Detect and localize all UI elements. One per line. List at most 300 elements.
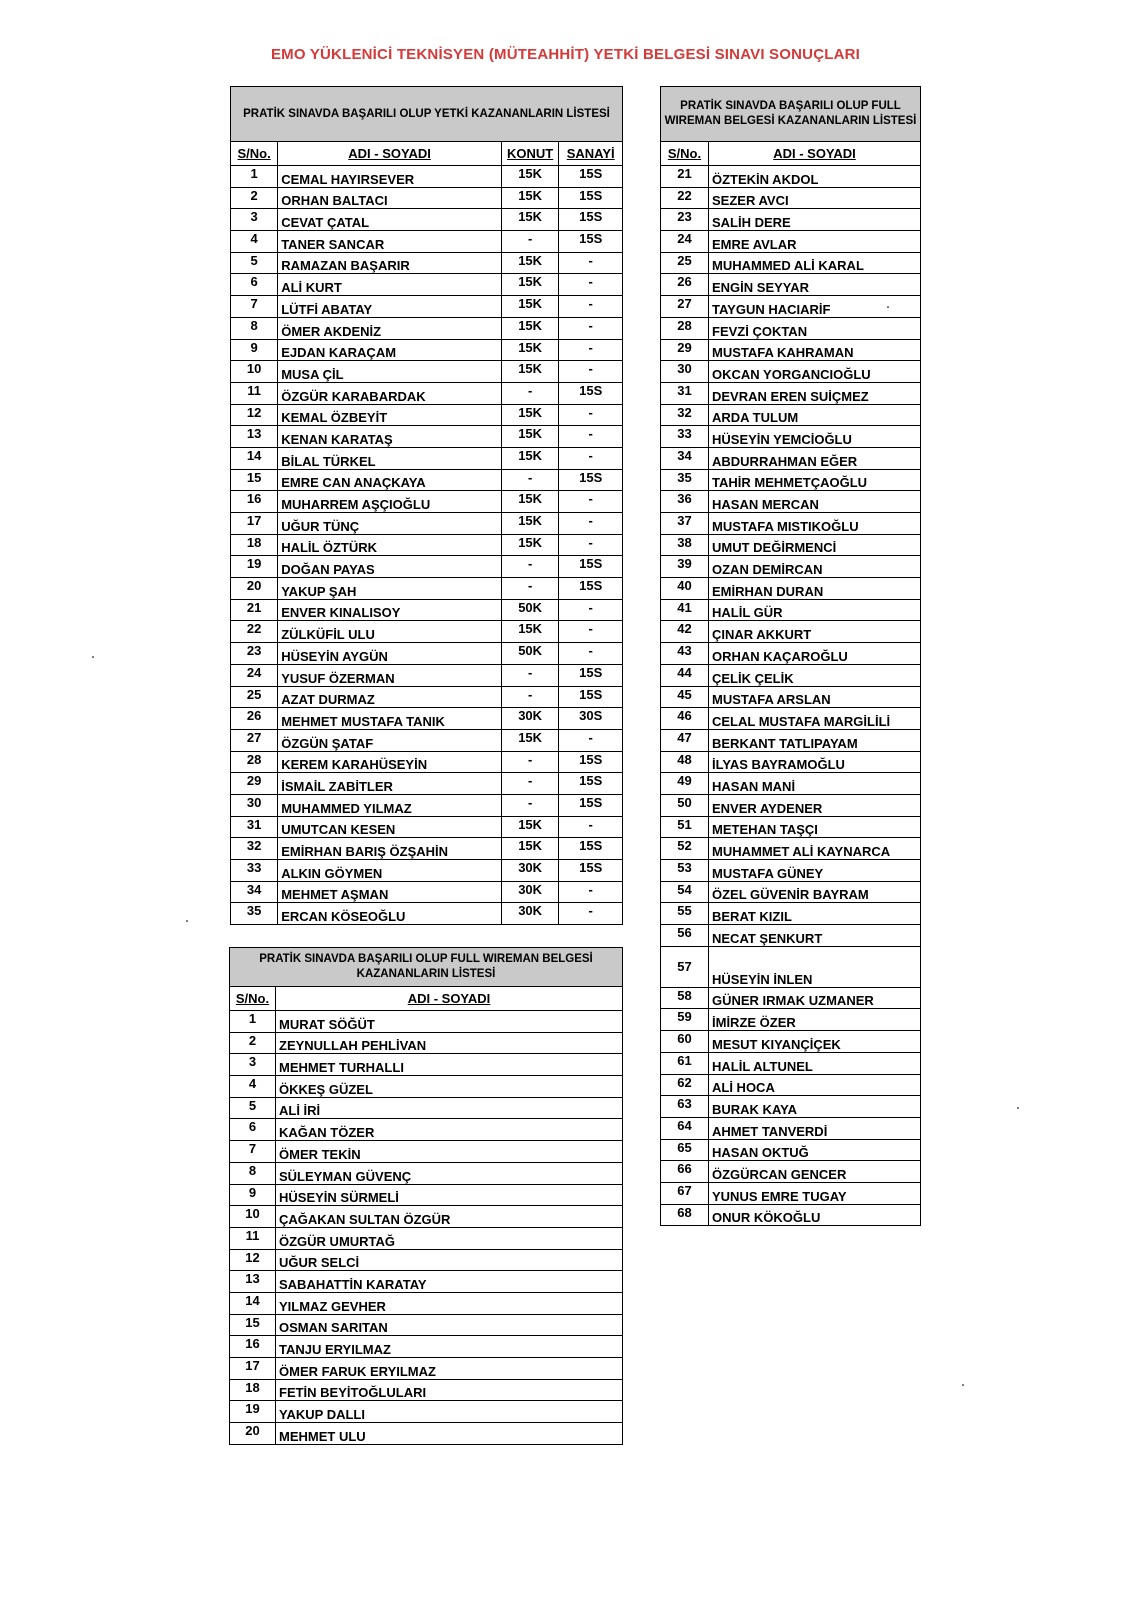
person-name: HASAN MANİ [709, 773, 921, 795]
table-row [661, 339, 921, 361]
sanayi-value: 15S [559, 231, 623, 253]
sanayi-value: - [559, 361, 623, 383]
row-number: 39 [661, 556, 709, 578]
konut-value: 15K [501, 534, 558, 556]
konut-value: 15K [501, 166, 558, 188]
sanayi-value: - [559, 491, 623, 513]
table-row [661, 469, 921, 491]
row-number: 22 [231, 621, 278, 643]
row-number: 18 [230, 1379, 276, 1401]
person-name: KAĞAN TÖZER [276, 1119, 623, 1141]
person-name: ENGİN SEYYAR [709, 274, 921, 296]
row-number: 38 [661, 534, 709, 556]
table-row [231, 404, 623, 426]
person-name: RAMAZAN BAŞARIR [278, 252, 502, 274]
row-number: 27 [661, 296, 709, 318]
table-row [661, 274, 921, 296]
row-number: 26 [661, 274, 709, 296]
row-number: 3 [230, 1054, 276, 1076]
table-row [231, 838, 623, 860]
person-name: İSMAİL ZABİTLER [278, 773, 502, 795]
row-number: 8 [230, 1162, 276, 1184]
table-row [661, 794, 921, 816]
konut-value: 15K [501, 339, 558, 361]
sanayi-value: - [559, 274, 623, 296]
person-name: ALİ İRİ [276, 1097, 623, 1119]
person-name: METEHAN TAŞÇI [709, 816, 921, 838]
table-row [230, 1292, 623, 1314]
person-name: BERKANT TATLIPAYAM [709, 729, 921, 751]
table-row [231, 794, 623, 816]
sanayi-value: - [559, 729, 623, 751]
row-number: 16 [230, 1336, 276, 1358]
person-name: EMİRHAN DURAN [709, 578, 921, 600]
table-row [661, 1139, 921, 1161]
col-header-no: S/No. [230, 987, 276, 1011]
table-row [661, 987, 921, 1009]
scan-speck [92, 656, 94, 658]
person-name: MUSTAFA GÜNEY [709, 860, 921, 882]
table-row [230, 1032, 623, 1054]
person-name: LÜTFİ ABATAY [278, 296, 502, 318]
person-name: UMUTCAN KESEN [278, 816, 502, 838]
table-row [661, 599, 921, 621]
konut-value: 30K [501, 903, 558, 925]
sanayi-value: - [559, 404, 623, 426]
sanayi-value: 15S [559, 860, 623, 882]
person-name: ÖZGÜR KARABARDAK [278, 382, 502, 404]
table-row [230, 1097, 623, 1119]
table-row [230, 1271, 623, 1293]
person-name: ARDA TULUM [709, 404, 921, 426]
person-name: TAYGUN HACIARİF [709, 296, 921, 318]
col-header-no: S/No. [661, 142, 709, 166]
person-name: ÖZGÜN ŞATAF [278, 729, 502, 751]
scan-speck [962, 1384, 964, 1386]
row-number: 41 [661, 599, 709, 621]
person-name: EMRE AVLAR [709, 231, 921, 253]
table-row [231, 860, 623, 882]
row-number: 21 [231, 599, 278, 621]
table-row [661, 751, 921, 773]
row-number: 5 [230, 1097, 276, 1119]
full-wireman-table-right [660, 86, 921, 1226]
person-name: ÖKKEŞ GÜZEL [276, 1076, 623, 1098]
konut-value: 15K [501, 252, 558, 274]
col-header-no: S/No. [231, 142, 278, 166]
table-row [661, 925, 921, 947]
person-name: UĞUR TÜNÇ [278, 513, 502, 535]
table-row [661, 1052, 921, 1074]
row-number: 28 [231, 751, 278, 773]
person-name: YUNUS EMRE TUGAY [709, 1182, 921, 1204]
sanayi-value: 15S [559, 751, 623, 773]
person-name: İLYAS BAYRAMOĞLU [709, 751, 921, 773]
row-number: 2 [231, 187, 278, 209]
table-row [230, 1227, 623, 1249]
table-row [230, 1184, 623, 1206]
row-number: 1 [230, 1011, 276, 1033]
konut-value: 15K [501, 491, 558, 513]
table-row [661, 838, 921, 860]
person-name: UĞUR SELCİ [276, 1249, 623, 1271]
row-number: 16 [231, 491, 278, 513]
person-name: ENVER KINALISOY [278, 599, 502, 621]
row-number: 33 [231, 860, 278, 882]
row-number: 9 [230, 1184, 276, 1206]
person-name: MEHMET MUSTAFA TANIK [278, 708, 502, 730]
konut-value: - [501, 231, 558, 253]
konut-value: 15K [501, 513, 558, 535]
scan-speck [186, 920, 188, 922]
konut-value: 15K [501, 729, 558, 751]
row-number: 65 [661, 1139, 709, 1161]
table-row [231, 339, 623, 361]
row-number: 20 [230, 1423, 276, 1445]
row-number: 13 [231, 426, 278, 448]
row-number: 61 [661, 1052, 709, 1074]
table-row [231, 773, 623, 795]
scan-speck [887, 306, 889, 308]
person-name: ÖZTEKİN AKDOL [709, 166, 921, 188]
table-row [231, 903, 623, 925]
konut-value: 50K [501, 643, 558, 665]
person-name: YAKUP DALLI [276, 1401, 623, 1423]
person-name: MEHMET ULU [276, 1423, 623, 1445]
person-name: SEZER AVCI [709, 187, 921, 209]
row-number: 21 [661, 166, 709, 188]
scan-speck [1017, 1107, 1019, 1109]
person-name: DOĞAN PAYAS [278, 556, 502, 578]
konut-value: 15K [501, 274, 558, 296]
sanayi-value: 15S [559, 556, 623, 578]
row-number: 42 [661, 621, 709, 643]
table-row [230, 1423, 623, 1445]
row-number: 3 [231, 209, 278, 231]
row-number: 25 [231, 686, 278, 708]
row-number: 28 [661, 317, 709, 339]
row-number: 29 [231, 773, 278, 795]
row-number: 20 [231, 578, 278, 600]
row-number: 43 [661, 643, 709, 665]
sanayi-value: - [559, 881, 623, 903]
table-row [231, 513, 623, 535]
person-name: EJDAN KARAÇAM [278, 339, 502, 361]
table-row [661, 1031, 921, 1053]
row-number: 11 [231, 382, 278, 404]
sanayi-value: - [559, 621, 623, 643]
sanayi-value: 15S [559, 664, 623, 686]
row-number: 30 [231, 794, 278, 816]
person-name: MEHMET AŞMAN [278, 881, 502, 903]
col-header-name: ADI - SOYADI [709, 142, 921, 166]
person-name: ÇINAR AKKURT [709, 621, 921, 643]
row-number: 26 [231, 708, 278, 730]
table-row [661, 296, 921, 318]
person-name: FETİN BEYİTOĞLULARI [276, 1379, 623, 1401]
table-row [231, 166, 623, 188]
sanayi-value: - [559, 643, 623, 665]
row-number: 19 [230, 1401, 276, 1423]
row-number: 32 [231, 838, 278, 860]
row-number: 51 [661, 816, 709, 838]
full-left-table-title: PRATİK SINAVDA BAŞARILI OLUP FULL WIREMAN BELGESİ KAZANANLARIN LİSTESİ [230, 948, 623, 987]
table-row [231, 816, 623, 838]
table-row [231, 751, 623, 773]
person-name: MUSTAFA ARSLAN [709, 686, 921, 708]
table-row [230, 1054, 623, 1076]
person-name: HASAN MERCAN [709, 491, 921, 513]
row-number: 40 [661, 578, 709, 600]
table-row [661, 382, 921, 404]
table-row [661, 556, 921, 578]
konut-value: 15K [501, 447, 558, 469]
table-row [661, 534, 921, 556]
person-name: AHMET TANVERDİ [709, 1117, 921, 1139]
full-wireman-table-left [229, 947, 623, 1445]
konut-value: 30K [501, 860, 558, 882]
row-number: 45 [661, 686, 709, 708]
person-name: ÖMER FARUK ERYILMAZ [276, 1358, 623, 1380]
row-number: 54 [661, 881, 709, 903]
row-number: 14 [230, 1292, 276, 1314]
person-name: ÖZEL GÜVENİR BAYRAM [709, 881, 921, 903]
row-number: 18 [231, 534, 278, 556]
row-number: 49 [661, 773, 709, 795]
person-name: EMİRHAN BARIŞ ÖZŞAHİN [278, 838, 502, 860]
person-name: MURAT SÖĞÜT [276, 1011, 623, 1033]
row-number: 12 [230, 1249, 276, 1271]
row-number: 48 [661, 751, 709, 773]
konut-value: - [501, 794, 558, 816]
row-number: 29 [661, 339, 709, 361]
table-row [661, 166, 921, 188]
sanayi-value: - [559, 903, 623, 925]
person-name: HALİL ÖZTÜRK [278, 534, 502, 556]
person-name: OSMAN SARITAN [276, 1314, 623, 1336]
row-number: 19 [231, 556, 278, 578]
row-number: 6 [231, 274, 278, 296]
sanayi-value: 15S [559, 469, 623, 491]
row-number: 11 [230, 1227, 276, 1249]
table-row [231, 296, 623, 318]
konut-value: 15K [501, 404, 558, 426]
table-row [230, 1401, 623, 1423]
row-number: 34 [661, 447, 709, 469]
konut-value: 30K [501, 708, 558, 730]
person-name: NECAT ŞENKURT [709, 925, 921, 947]
person-name: ZEYNULLAH PEHLİVAN [276, 1032, 623, 1054]
row-number: 66 [661, 1161, 709, 1183]
table-row [661, 903, 921, 925]
row-number: 59 [661, 1009, 709, 1031]
person-name: ÇELİK ÇELİK [709, 664, 921, 686]
row-number: 32 [661, 404, 709, 426]
table-row [231, 599, 623, 621]
person-name: OKCAN YORGANCIOĞLU [709, 361, 921, 383]
person-name: KEREM KARAHÜSEYİN [278, 751, 502, 773]
row-number: 7 [231, 296, 278, 318]
sanayi-value: - [559, 447, 623, 469]
row-number: 6 [230, 1119, 276, 1141]
row-number: 24 [231, 664, 278, 686]
table-row [231, 426, 623, 448]
table-row [231, 556, 623, 578]
person-name: ZÜLKÜFİL ULU [278, 621, 502, 643]
konut-value: 15K [501, 296, 558, 318]
row-number: 33 [661, 426, 709, 448]
konut-value: - [501, 773, 558, 795]
table-row [231, 643, 623, 665]
person-name: MUSTAFA KAHRAMAN [709, 339, 921, 361]
sanayi-value: - [559, 534, 623, 556]
table-row [230, 1162, 623, 1184]
person-name: MUHAMMET ALİ KAYNARCA [709, 838, 921, 860]
row-number: 22 [661, 187, 709, 209]
row-number: 10 [231, 361, 278, 383]
row-number: 30 [661, 361, 709, 383]
sanayi-value: 15S [559, 578, 623, 600]
person-name: HASAN OKTUĞ [709, 1139, 921, 1161]
person-name: İMİRZE ÖZER [709, 1009, 921, 1031]
person-name: MUSTAFA MISTIKOĞLU [709, 513, 921, 535]
table-row [231, 231, 623, 253]
table-row [231, 664, 623, 686]
table-row [231, 491, 623, 513]
table-row [661, 881, 921, 903]
table-row [231, 209, 623, 231]
row-number: 27 [231, 729, 278, 751]
table-row [231, 686, 623, 708]
table-row [230, 1119, 623, 1141]
row-number: 56 [661, 925, 709, 947]
person-name: CEMAL HAYIRSEVER [278, 166, 502, 188]
sanayi-value: - [559, 252, 623, 274]
row-number: 4 [231, 231, 278, 253]
konut-value: 15K [501, 621, 558, 643]
person-name: ÖMER TEKİN [276, 1141, 623, 1163]
table-row [661, 664, 921, 686]
person-name: TANER SANCAR [278, 231, 502, 253]
konut-value: - [501, 751, 558, 773]
table-row [231, 469, 623, 491]
konut-value: - [501, 578, 558, 600]
row-number: 9 [231, 339, 278, 361]
konut-value: 15K [501, 187, 558, 209]
table-row [231, 361, 623, 383]
table-row [231, 447, 623, 469]
table-row [231, 881, 623, 903]
row-number: 46 [661, 708, 709, 730]
konut-value: 15K [501, 838, 558, 860]
col-header-name: ADI - SOYADI [278, 142, 502, 166]
sanayi-value: 15S [559, 794, 623, 816]
row-number: 25 [661, 252, 709, 274]
table-row [661, 816, 921, 838]
sanayi-value: - [559, 296, 623, 318]
page-title: EMO YÜKLENİCİ TEKNİSYEN (MÜTEAHHİT) YETKİ BELGESİ SINAVI SONUÇLARI [270, 46, 861, 63]
person-name: ALKIN GÖYMEN [278, 860, 502, 882]
row-number: 15 [231, 469, 278, 491]
table-row [661, 1009, 921, 1031]
person-name: CEVAT ÇATAL [278, 209, 502, 231]
row-number: 14 [231, 447, 278, 469]
table-row [661, 187, 921, 209]
table-row [661, 1096, 921, 1118]
sanayi-value: 15S [559, 382, 623, 404]
person-name: AZAT DURMAZ [278, 686, 502, 708]
row-number: 31 [231, 816, 278, 838]
person-name: KEMAL ÖZBEYİT [278, 404, 502, 426]
row-number: 13 [230, 1271, 276, 1293]
konut-value: - [501, 382, 558, 404]
row-number: 8 [231, 317, 278, 339]
sanayi-value: 15S [559, 838, 623, 860]
table-row [231, 621, 623, 643]
person-name: BİLAL TÜRKEL [278, 447, 502, 469]
person-name: ENVER AYDENER [709, 794, 921, 816]
konut-value: 30K [501, 881, 558, 903]
row-number: 5 [231, 252, 278, 274]
col-header-konut: KONUT [501, 142, 558, 166]
konut-value: 50K [501, 599, 558, 621]
row-number: 23 [231, 643, 278, 665]
person-name: HÜSEYİN YEMCİOĞLU [709, 426, 921, 448]
row-number: 64 [661, 1117, 709, 1139]
row-number: 15 [230, 1314, 276, 1336]
table-row [661, 426, 921, 448]
table-row [231, 317, 623, 339]
table-row [661, 209, 921, 231]
sanayi-value: - [559, 816, 623, 838]
person-name: BERAT KIZIL [709, 903, 921, 925]
person-name: ALİ HOCA [709, 1074, 921, 1096]
row-number: 7 [230, 1141, 276, 1163]
col-header-sanayi: SANAYİ [559, 142, 623, 166]
table-row [661, 860, 921, 882]
row-number: 17 [230, 1358, 276, 1380]
person-name: YAKUP ŞAH [278, 578, 502, 600]
row-number: 34 [231, 881, 278, 903]
row-number: 12 [231, 404, 278, 426]
table-row [661, 729, 921, 751]
konut-value: 15K [501, 317, 558, 339]
person-name: MEHMET TURHALLI [276, 1054, 623, 1076]
row-number: 24 [661, 231, 709, 253]
table-row [661, 1117, 921, 1139]
person-name: SALİH DERE [709, 209, 921, 231]
person-name: MUHARREM AŞÇIOĞLU [278, 491, 502, 513]
sanayi-value: 15S [559, 187, 623, 209]
sanayi-value: - [559, 317, 623, 339]
sanayi-value: 30S [559, 708, 623, 730]
person-name: TANJU ERYILMAZ [276, 1336, 623, 1358]
person-name: HALİL ALTUNEL [709, 1052, 921, 1074]
table-row [230, 1011, 623, 1033]
konut-value: 15K [501, 426, 558, 448]
row-number: 67 [661, 1182, 709, 1204]
table-row [661, 1074, 921, 1096]
person-name: ÇAĞAKAN SULTAN ÖZGÜR [276, 1206, 623, 1228]
table-row [230, 1314, 623, 1336]
row-number: 50 [661, 794, 709, 816]
sanayi-value: 15S [559, 773, 623, 795]
person-name: ORHAN KAÇAROĞLU [709, 643, 921, 665]
person-name: HÜSEYİN AYGÜN [278, 643, 502, 665]
konut-value: - [501, 469, 558, 491]
konut-value: - [501, 556, 558, 578]
person-name: ALİ KURT [278, 274, 502, 296]
